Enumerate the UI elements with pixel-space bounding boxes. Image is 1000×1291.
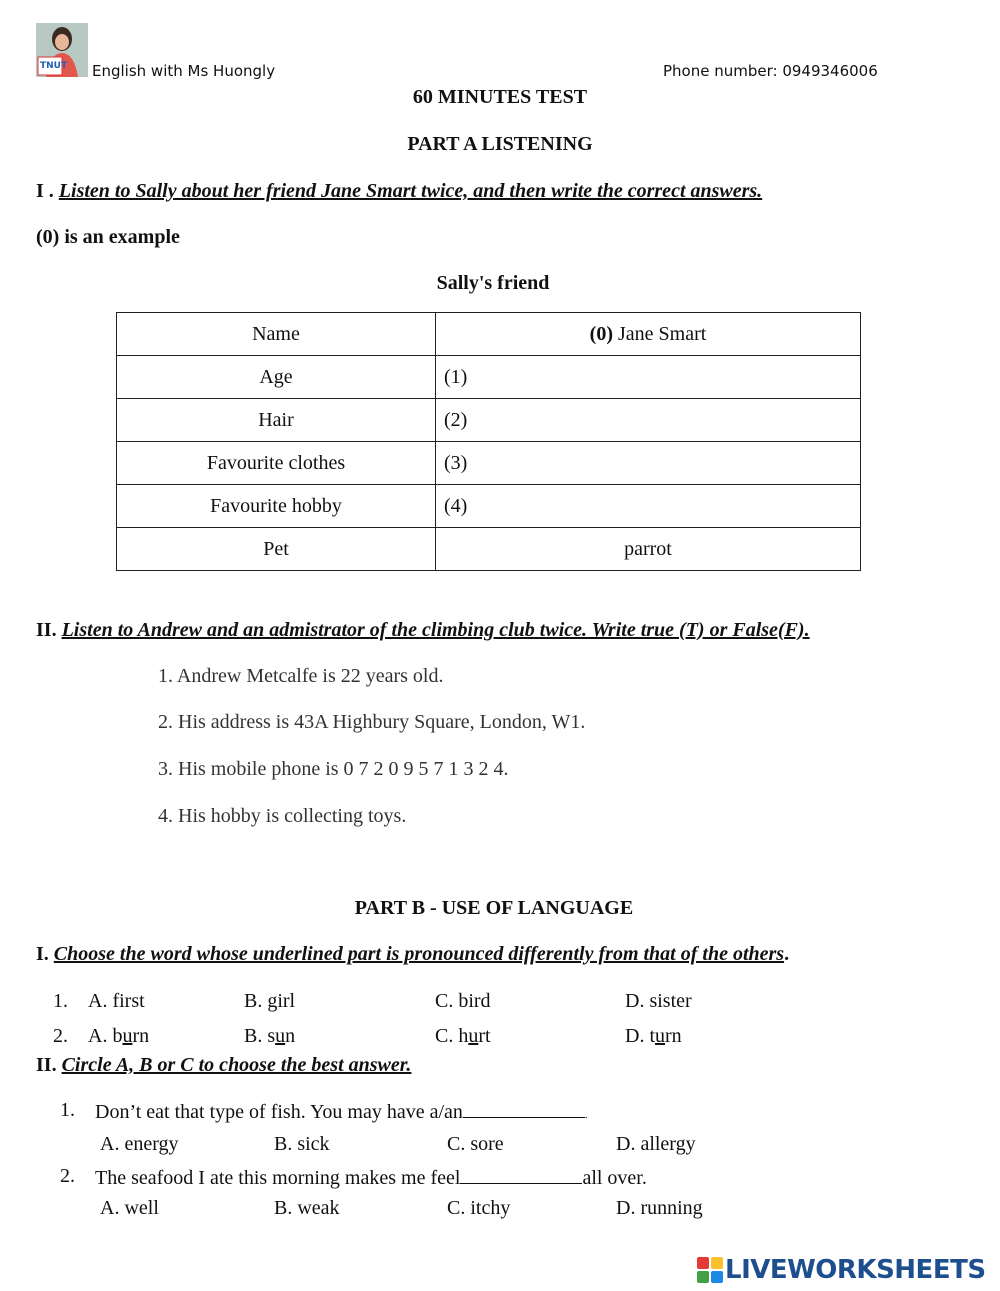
row-value: (0) Jane Smart	[436, 313, 861, 356]
part-a-section1-heading	[36, 180, 762, 203]
table-row	[117, 399, 861, 442]
row-label: Favourite clothes	[117, 442, 436, 485]
option-b[interactable]: B. sun	[244, 1025, 296, 1047]
test-title: 60 MINUTES TEST	[412, 86, 588, 108]
answer-cell[interactable]: (1)	[436, 356, 861, 399]
question-number: 2.	[60, 1165, 75, 1187]
table-row	[117, 442, 861, 485]
question-number: 2.	[53, 1025, 68, 1047]
statement-4[interactable]: 4. His hobby is collecting toys.	[158, 805, 407, 827]
answer-cell[interactable]: (2)	[436, 399, 861, 442]
table-title: Sally's friend	[436, 272, 550, 294]
option-c[interactable]: C. itchy	[447, 1197, 511, 1219]
answer-blank[interactable]	[463, 1099, 585, 1118]
answer-cell[interactable]: (4)	[436, 485, 861, 528]
table-row	[117, 485, 861, 528]
row-value: parrot	[436, 528, 861, 571]
option-c[interactable]: C. bird	[435, 990, 491, 1012]
table-row	[117, 313, 861, 356]
phone-number: Phone number: 0949346006	[663, 62, 878, 80]
section-number: II.	[36, 1054, 57, 1076]
row-label: Name	[117, 313, 436, 356]
question-stem: Don’t eat that type of fish. You may have a/an .	[95, 1101, 588, 1123]
option-b[interactable]: B. girl	[244, 990, 296, 1012]
avatar	[36, 23, 88, 77]
section-number: I .	[36, 180, 54, 202]
liveworksheets-icon	[697, 1257, 723, 1283]
part-b-section2-heading	[36, 1054, 411, 1077]
part-a-section2-heading	[36, 619, 810, 642]
info-table	[116, 312, 861, 571]
option-a[interactable]: A. burn	[88, 1025, 150, 1047]
statement-1[interactable]: 1. Andrew Metcalfe is 22 years old.	[158, 665, 444, 687]
section-instruction: Listen to Andrew and an admistrator of the climbing club twice. Write true (T) or False(F).	[61, 619, 810, 641]
row-label: Age	[117, 356, 436, 399]
brand-name: LIVEWORKSHEETS	[725, 1255, 986, 1285]
option-d[interactable]: D. turn	[625, 1025, 682, 1047]
statement-3[interactable]: 3. His mobile phone is 0 7 2 0 9 5 7 1 3 2 4.	[158, 758, 509, 780]
statement-2[interactable]: 2. His address is 43A Highbury Square, London, W1.	[158, 711, 586, 733]
table-row	[117, 356, 861, 399]
question-number: 1.	[53, 990, 68, 1012]
section-number: II.	[36, 619, 57, 641]
part-b-section1-heading: I. Choose the word whose underlined part is pronounced differently from that of the others.	[36, 943, 790, 965]
example-note: (0) is an example	[36, 226, 180, 248]
question-number: 1.	[60, 1099, 75, 1121]
option-a[interactable]: A. energy	[100, 1133, 179, 1155]
section-instruction: Circle A, B or C to choose the best answer.	[61, 1054, 412, 1076]
svg-text:TNUT: TNUT	[40, 61, 68, 71]
part-a-title: PART A LISTENING	[407, 133, 593, 155]
row-label: Favourite hobby	[117, 485, 436, 528]
option-b[interactable]: B. weak	[274, 1197, 340, 1219]
question-stem: The seafood I ate this morning makes me feel all over.	[95, 1167, 647, 1189]
option-d[interactable]: D. running	[616, 1197, 703, 1219]
answer-cell[interactable]: (3)	[436, 442, 861, 485]
option-a[interactable]: A. first	[88, 990, 145, 1012]
section-number: I.	[36, 943, 49, 965]
row-label: Hair	[117, 399, 436, 442]
option-d[interactable]: D. allergy	[616, 1133, 696, 1155]
section-instruction: Choose the word whose underlined part is pronounced differently from that of the others	[53, 943, 785, 965]
site-name: English with Ms Huongly	[92, 62, 276, 80]
part-b-title: PART B - USE OF LANGUAGE	[354, 897, 634, 919]
answer-blank[interactable]	[460, 1165, 582, 1184]
row-label: Pet	[117, 528, 436, 571]
option-c[interactable]: C. hurt	[435, 1025, 491, 1047]
option-a[interactable]: A. well	[100, 1197, 159, 1219]
option-b[interactable]: B. sick	[274, 1133, 330, 1155]
liveworksheets-logo[interactable]	[697, 1253, 986, 1287]
section-instruction: Listen to Sally about her friend Jane Smart twice, and then write the correct answers.	[58, 180, 763, 202]
table-row	[117, 528, 861, 571]
option-c[interactable]: C. sore	[447, 1133, 504, 1155]
option-d[interactable]: D. sister	[625, 990, 692, 1012]
